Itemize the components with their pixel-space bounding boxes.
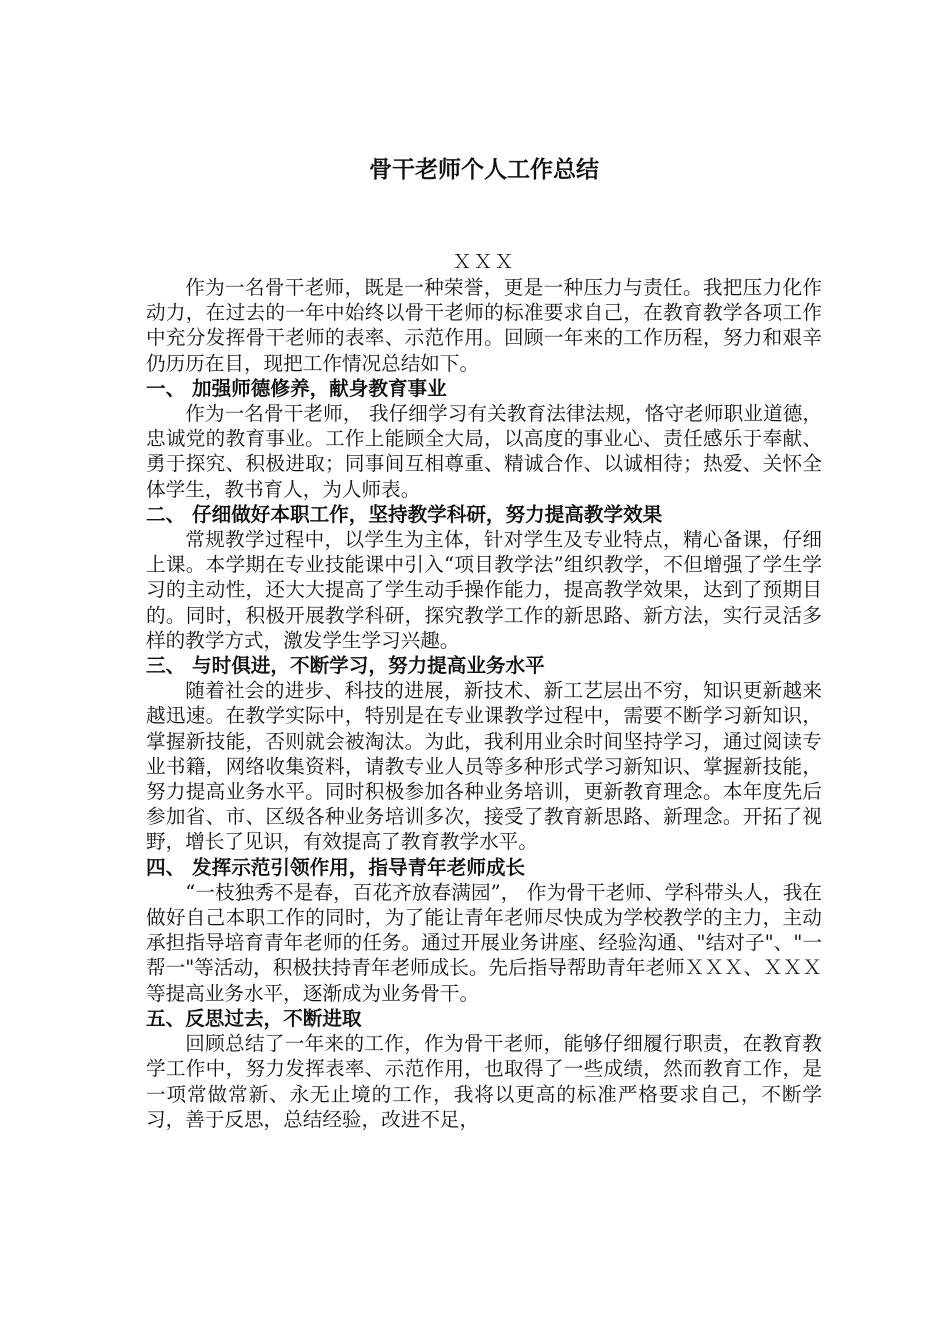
intro-paragraph: 作为一名骨干老师，既是一种荣誉，更是一种压力与责任。我把压力化作动力，在过去的一年中始终以骨干老师的标准要求自己，在教育教学各项工作中充分发挥骨干老师的表率、示范作用。回顾一年来的工作历程，努力和艰辛仍历历在目，现把工作情况总结如下。	[146, 276, 822, 375]
section-5-heading: 五、反思过去，不断进取	[146, 1006, 362, 1030]
author-name: ＸＸＸ	[452, 251, 516, 273]
section-2-heading: 二、 仔细做好本职工作，坚持教学科研，努力提高教学效果	[146, 502, 663, 526]
section-5-body: 回顾总结了一年来的工作，作为骨干老师，能够仔细履行职责，在教育教学工作中，努力发挥表率、示范作用，也取得了一些成绩，然而教育工作，是一项常做常新、永无止境的工作，我将以更高的标准严格要求自己，不断学习，善于反思，总结经验，改进不足，	[146, 1032, 822, 1131]
section-4-body: “一枝独秀不是春，百花齐放春满园”， 作为骨干老师、学科带头人，我在做好自己本职工作的同时，为了能让青年老师尽快成为学校教学的主力，主动承担指导培育青年老师的任务。通过开展业务讲座、经验沟通、"结对子"、"一帮一"等活动，积极扶持青年老师成长。先后指导帮助青年老师ＸＸＸ、ＸＸＸ等提高业务水平，逐渐成为业务骨干。	[146, 880, 822, 1005]
section-2-body: 常规教学过程中，以学生为主体，针对学生及专业特点，精心备课，仔细上课。本学期在专业技能课中引入“项目教学法”组织教学，不但增强了学生学习的主动性，还大大提高了学生动手操作能力，提高教学效果，达到了预期目的。同时，积极开展教学科研，探究教学工作的新思路、新方法，实行灵活多样的教学方式，激发学生学习兴趣。	[146, 528, 822, 652]
section-1-body: 作为一名骨干老师， 我仔细学习有关教育法律法规，恪守老师职业道德，忠诚党的教育事业。工作上能顾全大局，以高度的事业心、责任感乐于奉献、勇于探究、积极进取；同事间互相尊重、精诚合作、以诚相待；热爱、关怀全体学生，教书育人，为人师表。	[146, 402, 822, 501]
section-1-heading: 一、 加强师德修养，献身教育事业	[146, 376, 447, 400]
document-page	[146, 150, 822, 1132]
section-4-heading: 四、 发挥示范引领作用，指导青年老师成长	[146, 855, 526, 879]
section-3-heading: 三、 与时俱进，不断学习，努力提高业务水平	[146, 654, 545, 678]
section-3-body: 随着社会的进步、科技的进展，新技术、新工艺层出不穷，知识更新越来越迅速。在教学实际中，特别是在专业课教学过程中，需要不断学习新知识，掌握新技能，否则就会被淘汰。为此，我利用业余时间坚持学习，通过阅读专业书籍，网络收集资料，请教专业人员等多种形式学习新知识、掌握新技能，努力提高业务水平。同时积极参加各种业务培训，更新教育理念。本年度先后参加省、市、区级各种业务培训多次，接受了教育新思路、新理念。开拓了视野，增长了见识，有效提高了教育教学水平。	[146, 679, 822, 854]
document-title: 骨干老师个人工作总结	[369, 157, 599, 183]
